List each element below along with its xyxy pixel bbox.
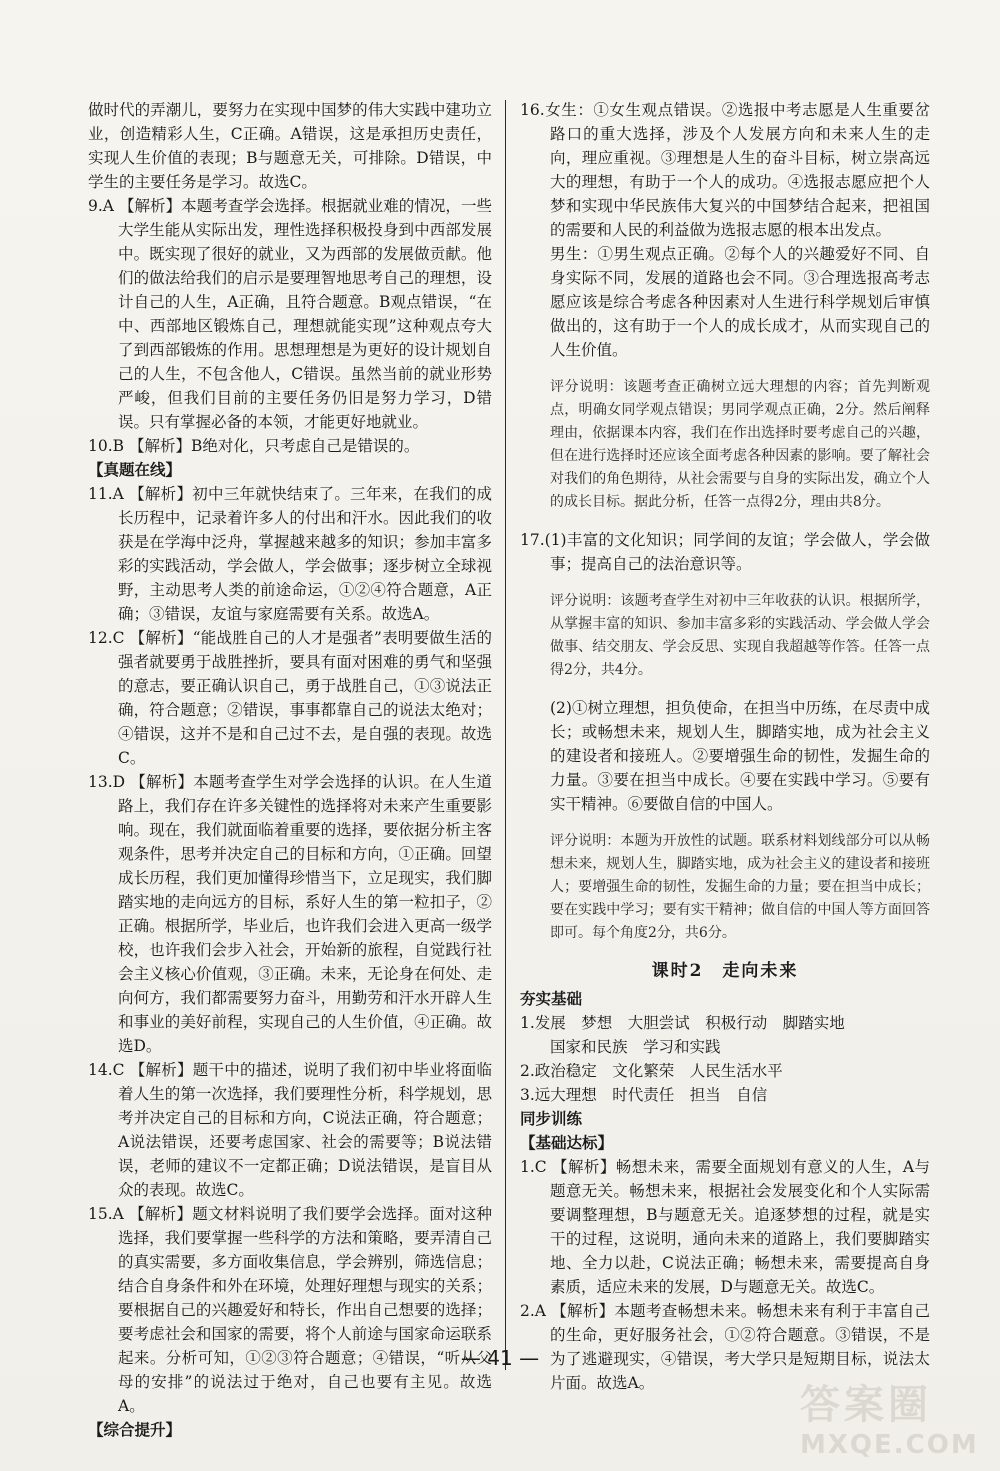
answer-17-part1: 17.(1)丰富的文化知识；同学间的友谊；学会做人，学会做事；提高自己的法治意识等。 — [520, 531, 930, 573]
answer-15: 15.A 【解析】题文材料说明了我们要学会选择。面对这种选择，我们要掌握一些科学的方法和策略，要弄清自己的真实需要，多方面收集信息，学会辨别，筛选信息；结合自身条件和外在环境，处理好理想与现实的关系；要根据自己的兴趣爱好和特长，作出自己想要的选择；要考虑社会和国家的需要，将个人前途与国家命运联系起来。分析可知，①②③符合题意；④错误，“听从父母的安排”的说法过于绝对，自己也要有主见。故选A。 — [88, 1205, 492, 1415]
basic-item-2: 2.政治稳定 文化繁荣 人民生活水平 — [520, 1062, 783, 1080]
answer-17-part2: (2)①树立理想，担负使命，在担当中历练，在尽责中成长；或畅想未来，规划人生，脚踏实地，成为社会主义的建设者和接班人。②要增强生命的韧性，发掘生命的力量。③要在担当中成长。④要在实践中学习。⑤要有实干精神。⑥要做自信的中国人。 — [550, 699, 930, 813]
sync-answer-1: 1.C 【解析】畅想未来，需要全面规划有意义的人生，A与题意无关。畅想未来，根据社会发展变化和个人实际需要调整理想，B与题意无关。追逐梦想的过程，就是实干的过程，这说明，通向未来的道路上，我们要脚踏实地、全力以赴，C说法正确；畅想未来，需要提高自身素质，适应未来的发展，D与题意无关。故选C。 — [520, 1158, 930, 1296]
right-column — [520, 98, 930, 1395]
watermark-logo: 答案圈 — [800, 1382, 932, 1428]
section-jichu: 【基础达标】 — [520, 1133, 614, 1152]
watermark-url: MXQE.COM — [800, 1430, 979, 1460]
answer-9: 9.A 【解析】本题考查学会选择。根据就业难的情况，一些大学生能从实际出发，理性选择积极投身到中西部发展中。既实现了很好的就业，又为西部的发展做贡献。他们的做法给我们的启示是要理智地思考自己的理想，设计自己的人生，A正确，且符合题意。B观点错误，“在中、西部地区锻炼自己，理想就能实现”这种观点夸大了到西部锻炼的作用。思想理想是为更好的设计规划自己的人生，不包含他人，C错误。虽然当前的就业形势严峻，但我们目前的主要任务仍旧是努力学习，D错误。只有掌握必备的本领，才能更好地就业。 — [88, 197, 492, 431]
basic-item-1-cont: 国家和民族 学习和实践 — [550, 1038, 721, 1056]
answer-17-part2-note: 评分说明：本题为开放性的试题。联系材料划线部分可以从畅想未来，规划人生，脚踏实地，成为社会主义的建设者和接班人；要增强生命的韧性，发掘生命的力量；要在担当中成长；要在实践中学习；要有实干精神；做自信的中国人等方面回答即可。每个角度2分，共6分。 — [550, 833, 930, 941]
answer-16-scoring-note: 评分说明：该题考查正确树立远大理想的内容；首先判断观点，明确女同学观点错误；男同学观点正确，2分。然后阐释理由，依据课本内容，我们在作出选择时要考虑自己的兴趣，但在进行选择时还应该全面考虑各种因素的影响。要了解社会对我们的角色期待，从社会需要与自身的实际出发，确立个人的成长目标。据此分析，任答一点得2分，理由共8分。 — [550, 379, 930, 510]
lesson-title: 课时2 走向未来 — [651, 961, 799, 981]
sync-answer-2: 2.A 【解析】本题考查畅想未来。畅想未来有利于丰富自己的生命，更好服务社会，①②符合题意。③错误，不是为了逃避现实，④错误，考大学只是短期目标，说法太片面。故选A。 — [520, 1302, 930, 1392]
section-zhenti: 【真题在线】 — [88, 460, 182, 479]
answer-13: 13.D 【解析】本题考查学生对学会选择的认识。在人生道路上，我们存在许多关键性的选择将对未来产生重要影响。现在，我们就面临着重要的选择，要依据分析主客观条件，思考并决定自己的目标和方向，①正确。回望成长历程，我们更加懂得珍惜当下，立足现实，我们脚踏实地的走向远方的目标，系好人生的第一粒扣子，②正确。根据所学，毕业后，也许我们会进入更高一级学校，也许我们会步入社会，开始新的旅程，自觉践行社会主义核心价值观，③正确。未来，无论身在何处、走向何方，我们都需要努力奋斗，用勤劳和汗水开辟人生和事业的美好前程，实现自己的人生价值，④正确。故选D。 — [88, 773, 492, 1055]
answer-11: 11.A 【解析】初中三年就快结束了。三年来，在我们的成长历程中，记录着许多人的付出和汗水。因此我们的收获是在学海中泛舟，掌握越来越多的知识；参加丰富多彩的实践活动，学会做人，学会做事；逐步树立全球视野，主动思考人类的前途命运，①②④符合题意，A正确；③错误，友谊与家庭需要有关系。故选A。 — [88, 485, 492, 623]
answer-10: 10.B 【解析】B绝对化，只考虑自己是错误的。 — [88, 437, 420, 455]
answer-16-boy: 男生：①男生观点正确。②每个人的兴趣爱好不同、自身实际不同，发展的道路也会不同。③合理选报高考志愿应该是综合考虑各种因素对人生进行科学规划后审慎做出的，这有助于一个人的成长成才，从而实现自己的人生价值。 — [550, 245, 930, 359]
basic-item-1: 1.发展 梦想 大胆尝试 积极行动 脚踏实地 — [520, 1014, 845, 1032]
section-tongbu: 同步训练 — [520, 1109, 583, 1128]
watermark — [800, 1373, 979, 1460]
left-column — [88, 98, 492, 1442]
answer-8-continued: 做时代的弄潮儿，要努力在实现中国梦的伟大实践中建功立业，创造精彩人生，C正确。A错误，这是承担历史责任，实现人生价值的表现；B与题意无关，可排除。D错误，中学生的主要任务是学习。故选C。 — [88, 101, 492, 191]
page-number: — 41 — — [460, 1346, 540, 1370]
section-hangshi: 夯实基础 — [520, 989, 583, 1008]
answer-14: 14.C 【解析】题干中的描述，说明了我们初中毕业将面临着人生的第一次选择，我们要理性分析，科学规划，思考并决定自己的目标和方向，C说法正确，符合题意；A说法错误，还要考虑国家、社会的需要等；B说法错误，老师的建议不一定都正确；D说法错误，是盲目从众的表现。故选C。 — [88, 1061, 492, 1199]
answer-12: 12.C 【解析】“能战胜自己的人才是强者”表明要做生活的强者就要勇于战胜挫折，要具有面对困难的勇气和坚强的意志，要正确认识自己，勇于战胜自己，①③说法正确，符合题意；②错误，事事都靠自己的说法太绝对；④错误，这并不是和自己过不去，是自强的表现。故选C。 — [88, 629, 492, 767]
basic-item-3: 3.远大理想 时代责任 担当 自信 — [520, 1086, 768, 1104]
column-divider — [505, 100, 506, 1370]
answer-16: 16.女生：①女生观点错误。②选报中考志愿是人生重要岔路口的重大选择，涉及个人发展方向和未来人生的走向，理应重视。③理想是人生的奋斗目标，树立崇高远大的理想，有助于一个人的成功。④选报志愿应把个人梦和实现中华民族伟大复兴的中国梦结合起来，把祖国的需要和人民的利益做为选报志愿的根本出发点。 — [520, 101, 930, 239]
section-zonghe: 【综合提升】 — [88, 1420, 182, 1439]
answer-17-part1-note: 评分说明：该题考查学生对初中三年收获的认识。根据所学，从掌握丰富的知识、参加丰富多彩的实践活动、学会做人学会做事、结交朋友、学会反思、实现自我超越等作答。任答一点得2分，共4分。 — [550, 593, 930, 678]
